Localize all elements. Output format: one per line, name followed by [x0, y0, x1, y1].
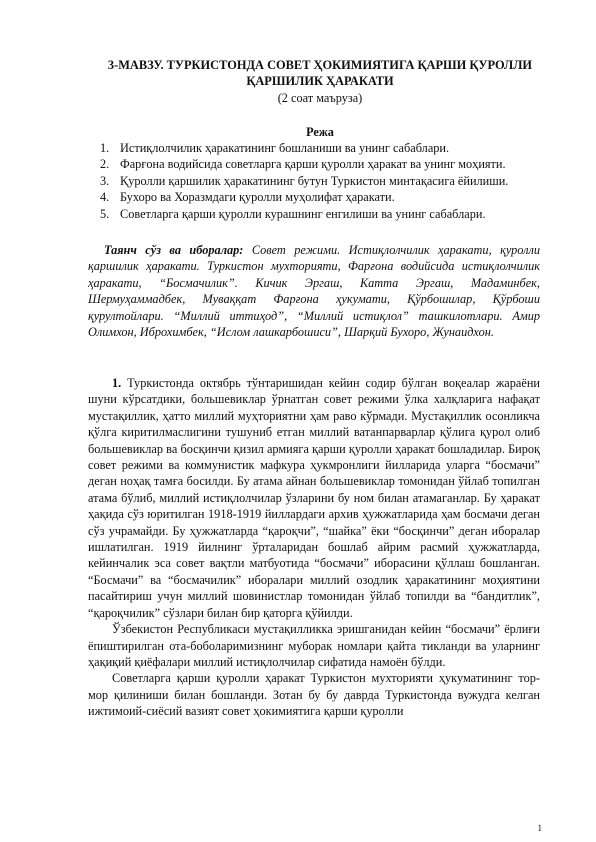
plan-item	[100, 206, 540, 222]
body-paragraph	[88, 621, 540, 670]
plan-item-number: 2.	[100, 157, 110, 172]
paragraph-text: Туркистонда октябрь тўнтаришидан кейин содир бўлган воқеалар жараёни шуни кўрсатдики, большевиклар ўрнатган совет режими ўлка халқларига нафақат мустақиллик, ҳатто миллий муҳториятни ҳам раво кўрмади. Мустақиллик осонликча қўлга киритилмаслигини тушуниб етган миллий ватанпарварлар қўлига қурол олиб большевиклар ва босқинчи қизил армияга қарши қуролли ҳаракат бошладилар. Бироқ совет режими ва коммунистик мафкура ҳукмронлиги йилларида уларга “босмачи” деган ноҳақ тамға босилди. Бу атама айнан большевиклар томонидан ўйлаб топилган атама бўлиб, миллий истиқлолчилар ўзларини бу ном билан атамаганлар. Бу ҳаракат ҳақида сўз юритилган 1918-1919 йиллардаги архив ҳужжатларида ҳам босмачи деган сўз учрамайди. Бу ҳужжатларда “қароқчи”, “шайка” ёки “босқинчи” деган иборалар ишлатилган. 1919 йилнинг ўрталаридан бошлаб айрим расмий ҳужжатларда, кейинчалик эса совет вақтли матбуотида “босмачи” иборасини қўллаш бошланган. “Босмачи” ва “босмачилик” иборалари миллий озодлик ҳаракатининг моҳиятини пасайтириш учун миллий шовинистлар томонидан ўйлаб топилди ва “бандитлик”, “қароқчилик” сўзлари билан бир қаторга қўйилди.	[88, 376, 540, 620]
plan-heading: Режа	[306, 125, 334, 139]
body-paragraph	[88, 670, 540, 719]
page-number: 1	[537, 823, 542, 833]
plan-item	[100, 173, 540, 189]
plan-item-number: 4.	[100, 190, 110, 205]
paragraph-text: Советларга қарши қуролли ҳаракат Туркистон мухторияти ҳукуматининг тор-мор қилиниши билан бошланди. Зотан бу бу даврда Туркистонда вужудга келган ижтимоий-сиёсий вазият совет ҳокимиятига қарши қуролли	[88, 671, 540, 719]
paragraph-text: Ўзбекистон Республикаси мустақилликка эришганидан кейин “босмачи” ёрлиғи ёпиштирилган ота-боболаримизнинг муборак номлари қайта тикланди ва уларнинг ҳақиқий қиёфалари миллий истиқлолчилар сифатида намоён бўлди.	[88, 622, 540, 669]
keywords-label: Таянч сўз ва иборалар:	[104, 243, 244, 257]
plan-item-text: Бухоро ва Хоразмдаги қуролли муҳолифат ҳаракати.	[120, 190, 395, 205]
plan-item	[100, 156, 540, 172]
plan-item-text: Истиқлолчилик ҳаракатининг бошланиши ва унинг сабаблари.	[120, 141, 450, 155]
section-number: 1.	[112, 376, 122, 390]
plan-item-number: 5.	[100, 206, 110, 221]
plan-list	[100, 140, 540, 222]
body-text	[88, 375, 540, 720]
keywords-paragraph	[88, 242, 540, 340]
plan-item-text: Советларга қарши қуролли курашнинг енгилиши ва унинг сабаблари.	[120, 206, 486, 221]
body-paragraph	[88, 375, 540, 621]
page-title: 3-МАВЗУ. ТУРКИСТОНДА СОВЕТ ҲОКИМИЯТИГА ҚАРШИ ҚУРОЛЛИ ҚАРШИЛИК ҲАРАКАТИ	[107, 58, 533, 88]
plan-item-text: Қуролли қаршилик ҳаракатининг бутун Туркистон минтақасига ёйилиши.	[120, 173, 509, 188]
plan-item	[100, 140, 540, 156]
plan-item-number: 1.	[100, 141, 110, 155]
lecture-subtitle: (2 соат маъруза)	[277, 91, 363, 105]
keywords-text: Совет режими. Истиқлолчилик ҳаракати, қуролли қаршилик ҳаракати. Туркистон мухторияти, Фарғона водийсида истиқлолчилик ҳаракати, “Босмачилик”. Кичик Эргаш, Катта Эргаш, Мадаминбек, Шермуҳаммадбек, Мувaққат Фарғона ҳукумати, Қўрбошилар, Қўрбоши қурултойлари. “Миллий иттиҳод”, “Миллий истиқлол” ташкилотлари. Амир Олимхон, Иброхимбек, “Ислом лашкарбошиси”, Шарқий Бухоро, Жунаидхон.	[88, 243, 541, 340]
plan-item	[100, 189, 540, 205]
plan-item-number: 3.	[100, 173, 110, 188]
plan-item-text: Фарғона водийсида советларга қарши қуролли ҳаракат ва унинг моҳияти.	[120, 157, 506, 172]
